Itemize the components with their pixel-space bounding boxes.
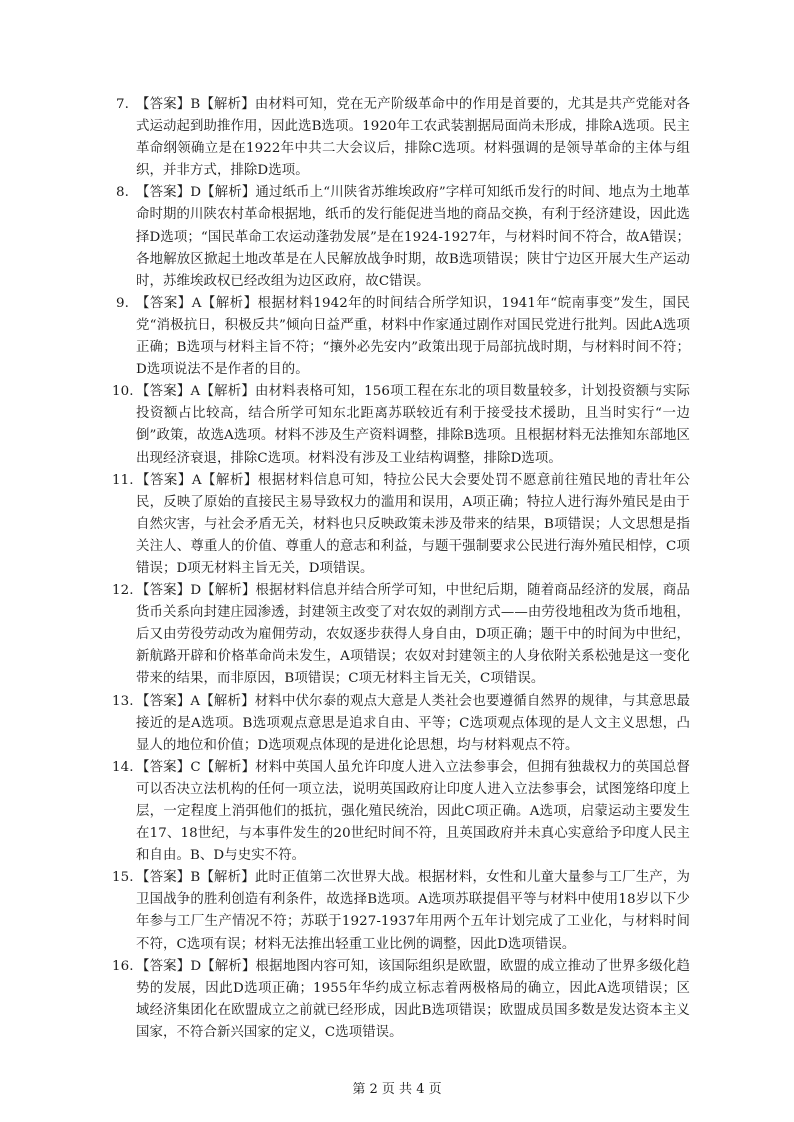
item-text: 【答案】A【解析】根据材料1942年的时间结合所学知识，1941年“皖南事变”发生，国民党“消极抗日，积极反共”倾向日益严重，材料中作家通过剧作对国民党进行批判。因此A选项正确；B选项与材料主旨不符；“攘外必先安内”政策出现于局部抗战时期，与材料时间不符；D选项说法不是作者的目的。 xyxy=(136,295,690,378)
answer-item-10 xyxy=(112,381,690,469)
item-text: 【答案】A【解析】材料中伏尔泰的观点大意是人类社会也要遵循自然界的规律，与其意思最接近的是A选项。B选项观点意思是追求自由、平等；C选项观点体现的是人文主义思想，凸显人的地位和价值；D选项观点体现的是进化论思想，均与材料观点不符。 xyxy=(136,693,690,753)
answer-item-7 xyxy=(116,94,690,182)
item-number: 10. xyxy=(112,384,134,400)
item-number: 8. xyxy=(116,185,129,201)
item-text: 【答案】B【解析】此时正值第二次世界大战。根据材料，女性和儿童大量参与工厂生产，为卫国战争的胜利创造有利条件，故选择B选项。A选项苏联提倡平等与材料中使用18岁以下少年参与工厂生产情况不符；苏联于1927-1937年用两个五年计划完成了工业化，与材料时间不符，C选项有误；材料无法推出轻重工业比例的调整，因此D选项错误。 xyxy=(136,870,690,952)
item-text: 【答案】C【解析】材料中英国人虽允许印度人进入立法参事会，但拥有独裁权力的英国总督可以否决立法机构的任何一项立法，说明英国政府让印度人进入立法参事会，试图笼络印度上层，一定程度上消弭他们的抵抗，强化殖民统治，因此C项正确。A选项，启蒙运动主要发生在17、18世纪，与本事件发生的20世纪时间不符，且英国政府并未真心实意给予印度人民主和自由。B、D与史实不符。 xyxy=(136,759,690,864)
item-number: 14. xyxy=(112,759,134,775)
item-number: 7. xyxy=(116,97,129,112)
answer-list xyxy=(112,94,690,1044)
item-text: 【答案】A【解析】根据材料信息可知，特拉公民大会要处罚不愿意前往殖民地的青壮年公民，反映了原始的直接民主易导致权力的滥用和误用，A项正确；特拉人进行海外殖民是由于自然灾害，与社会矛盾无关，材料也只反映政策未涉及带来的结果，B项错误；人文思想是指关注人、尊重人的价值、尊重人的意志和利益，与题干强制要求公民进行海外殖民相悖，C项错误；D项无材料主旨无关，D项错误。 xyxy=(136,472,690,576)
item-number: 15. xyxy=(112,870,134,886)
item-text: 【答案】D【解析】根据材料信息并结合所学可知，中世纪后期，随着商品经济的发展，商品货币关系向封建庄园渗透，封建领主改变了对农奴的剥削方式——由劳役地租改为货币地租，后又由劳役劳动改为雇佣劳动，农奴逐步获得人身自由，D项正确；题干中的时间为中世纪，新航路开辟和价格革命尚未发生，A项错误；农奴对封建领主的人身依附关系松弛是这一变化带来的结果，而非原因，B项错误；C项无材料主旨无关，C项错误。 xyxy=(136,583,690,687)
answer-item-14 xyxy=(112,757,690,867)
answer-item-11 xyxy=(112,470,690,580)
item-text: 【答案】A【解析】由材料表格可知，156项工程在东北的项目数量较多，计划投资额与实际投资额占比较高，结合所学可知东北距离苏联较近有利于接受技术援助，且当时实行“一边倒”政策，故选A选项。材料不涉及生产资料调整，排除B选项。且根据材料无法推知东部地区出现经济衰退，排除C选项。材料没有涉及工业结构调整，排除D选项。 xyxy=(136,384,690,466)
item-number: 12. xyxy=(112,583,134,599)
answer-item-12 xyxy=(112,580,690,690)
answer-item-16 xyxy=(112,956,690,1044)
item-text: 【答案】D【解析】通过纸币上“川陕省苏维埃政府”字样可知纸币发行的时间、地点为土地革命时期的川陕农村革命根据地，纸币的发行能促进当地的商品交换，有利于经济建设，因此选择D选项；“国民革命工农运动蓬勃发展”是在1924-1927年，与材料时间不符合，故A错误；各地解放区掀起土地改革是在人民解放战争时期，故B选项错误；陕甘宁边区开展大生产运动时，苏维埃政权已经改组为边区政府，故C错误。 xyxy=(136,185,690,289)
item-number: 9. xyxy=(116,295,129,311)
item-number: 16. xyxy=(112,958,134,974)
answer-item-15 xyxy=(112,867,690,955)
item-text: 【答案】B【解析】由材料可知，党在无产阶级革命中的作用是首要的，尤其是共产党能对各式运动起到助推作用，因此选B选项。1920年工农武装割据局面尚未形成，排除A选项。民主革命纲领确立是在1922年中共二大会议后，排除C选项。材料强调的是领导革命的主体与组织，并非方式，排除D选项。 xyxy=(136,97,690,179)
page-footer: 第 2 页 共 4 页 xyxy=(352,1082,442,1097)
item-text: 【答案】D【解析】根据地图内容可知，该国际组织是欧盟，欧盟的成立推动了世界多级化趋势的发展，因此D选项正确；1955年华约成立标志着两极格局的确立，因此A选项错误；区域经济集团化在欧盟成立之前就已经形成，因此B选项错误；欧盟成员国多数是发达资本主义国家，不符合新兴国家的定义，C选项错误。 xyxy=(136,958,690,1040)
item-number: 13. xyxy=(112,693,134,709)
item-number: 11. xyxy=(112,472,134,488)
answer-item-13 xyxy=(112,691,690,757)
answer-item-9 xyxy=(116,293,690,381)
answer-item-8 xyxy=(116,182,690,292)
